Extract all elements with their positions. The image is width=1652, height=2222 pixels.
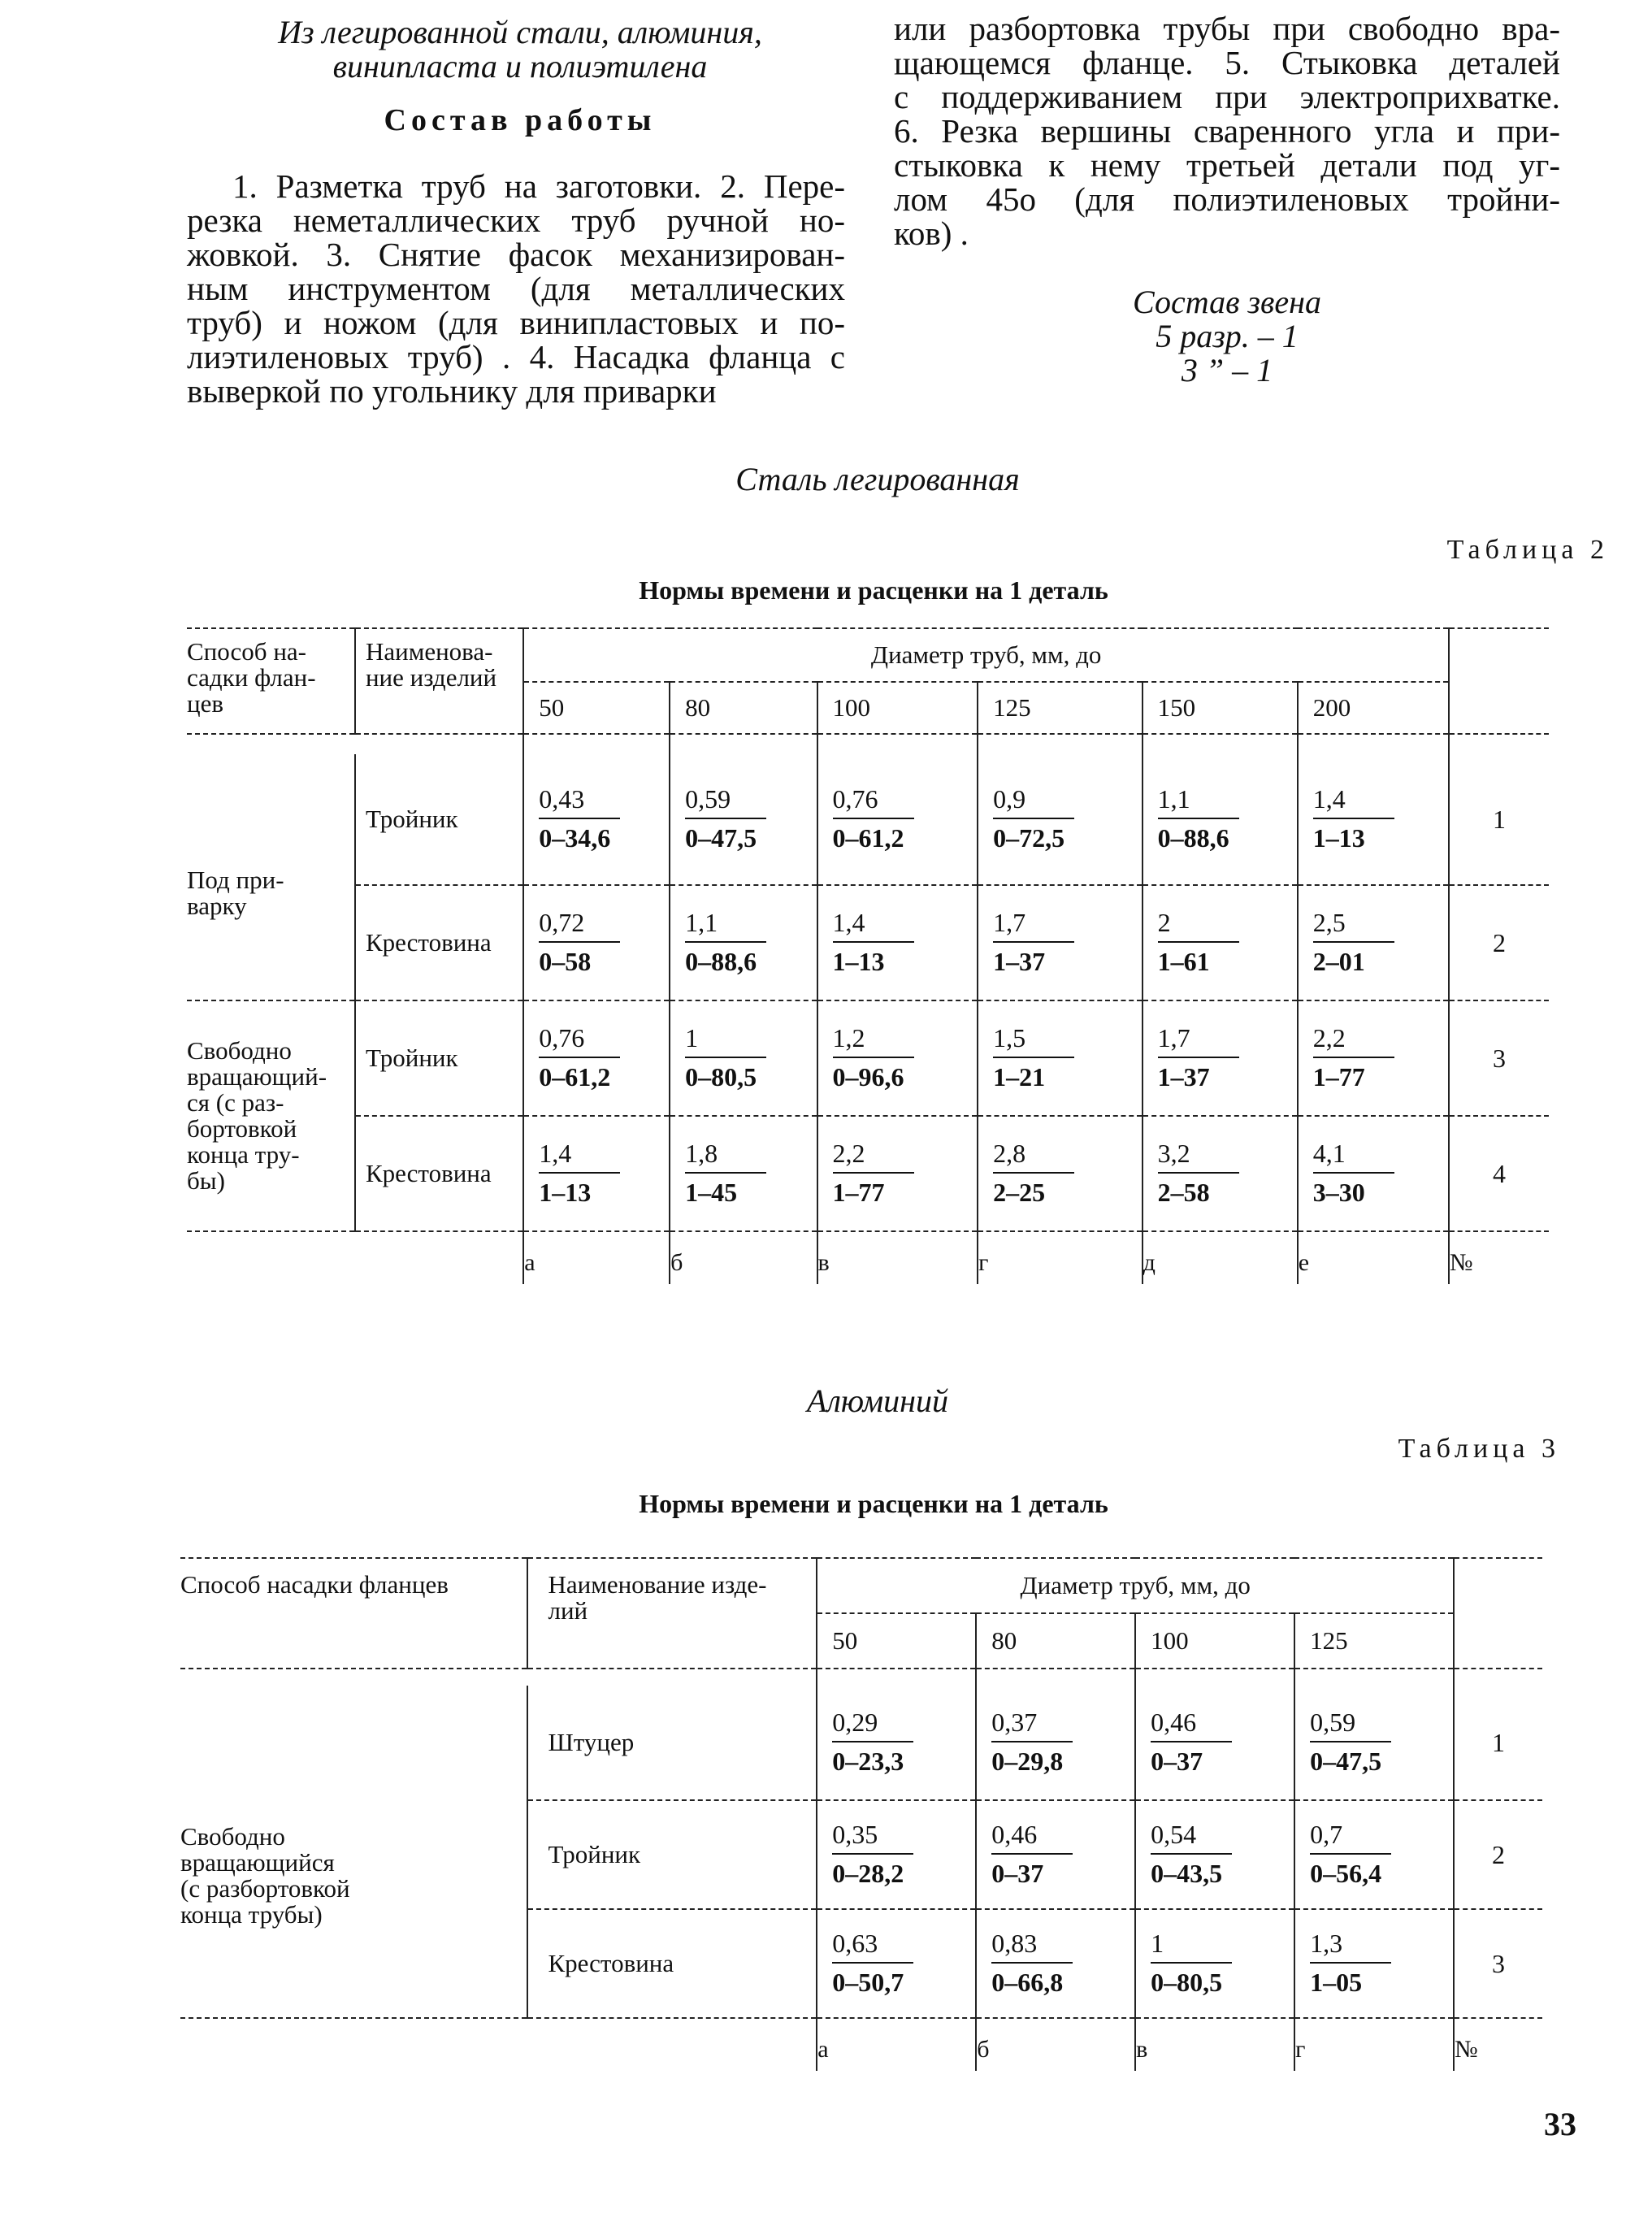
method-label: Под при- варку [187,866,284,920]
price-rate: 1–61 [1157,947,1210,976]
header-item-label: Наименование изде- лий [548,1570,767,1625]
time-norm: 2,5 [1312,908,1346,937]
price-rate: 1–77 [1312,1062,1365,1091]
row-number: 1 [1449,754,1549,885]
norm-cell [817,1116,978,1231]
method-cell [180,1686,527,2018]
spacer-row [187,734,1549,754]
method-cell [187,754,355,1000]
price-rate: 0–58 [539,947,592,976]
time-norm: 3,2 [1157,1139,1190,1168]
paragraph-line: труб) и ножом (для винипластовых и по- [187,304,845,341]
column-letter: а [523,1231,670,1284]
fraction-bar [832,1741,913,1742]
paragraph-line: лом 45о (для полиэтиленовых тройни- [894,180,1560,218]
time-norm: 0,29 [832,1708,878,1737]
time-norm: 1,4 [1312,784,1346,814]
fraction-bar [539,1172,620,1174]
paragraph-line: ным инструментом (для металлических [187,270,845,307]
fraction-bar [991,1741,1073,1742]
norm-fraction [993,1139,1074,1206]
norm-cell [523,1000,670,1116]
row-number: 1 [1454,1686,1542,1800]
spacer-cell [527,1669,817,1686]
price-rate: 0–88,6 [685,947,757,976]
fraction-bar [1310,1853,1391,1855]
norm-fraction [539,1139,620,1206]
crew-line-1: 5 разр. – 1 [1156,318,1299,354]
norm-fraction [1310,1708,1391,1775]
price-rate: 0–66,8 [991,1968,1064,1997]
price-rate: 0–88,6 [1157,823,1229,853]
fraction-bar [1310,1962,1391,1964]
norm-cell [817,1686,976,1800]
header-method-label: Способ на- садки флан- цев [187,637,316,718]
diameter-100: 100 [1135,1613,1294,1669]
column-letter: г [1294,2018,1454,2071]
work-description-left [187,169,845,408]
spacer-row [180,1669,1542,1686]
header-no [1454,1558,1542,1669]
column-letter: е [1298,1231,1449,1284]
table-row [187,1000,1549,1116]
spacer-cell [670,734,817,754]
paragraph-line: стыковка к нему третьей детали под уг- [894,146,1560,184]
time-norm: 1,7 [993,908,1026,937]
fraction-bar [833,818,914,819]
work-heading: Состав работы [384,103,657,137]
diameter-150: 150 [1143,682,1298,734]
fraction-bar [685,941,766,943]
spacer-cell [1298,734,1449,754]
spacer-cell [817,734,978,754]
norm-fraction [993,1024,1074,1091]
fraction-bar [991,1962,1073,1964]
fraction-bar [1151,1962,1232,1964]
diameter-80: 80 [976,1613,1135,1669]
column-letter: а [817,2018,976,2071]
table2 [187,627,1549,1284]
norm-cell [670,885,817,1000]
header-diameter: Диаметр труб, мм, до [817,1558,1454,1613]
fraction-bar [1313,941,1394,943]
crew-line-2: 3 ” – 1 [1181,352,1273,388]
fraction-bar [685,818,766,819]
norm-fraction [539,909,620,975]
work-description-right [894,11,1560,250]
spacer-cell [523,734,670,754]
fraction-bar [1151,1741,1232,1742]
diameter-200: 200 [1298,682,1449,734]
header-method: Способ насадки фланцев [180,1558,527,1669]
row-number: 3 [1449,1000,1549,1116]
fraction-bar [1310,1741,1391,1742]
norm-fraction [1313,785,1394,852]
price-rate: 0–47,5 [685,823,757,853]
fraction-bar [993,818,1074,819]
spacer-cell [978,734,1142,754]
norm-cell [976,1686,1135,1800]
fraction-bar [833,941,914,943]
price-rate: 1–37 [1157,1062,1210,1091]
norm-cell [670,1116,817,1231]
price-rate: 1–77 [832,1178,885,1207]
time-norm: 0,43 [539,784,585,814]
row-number: 2 [1449,885,1549,1000]
price-rate: 1–37 [993,947,1046,976]
norm-cell [523,754,670,885]
norm-cell [523,1116,670,1231]
column-letter: в [1135,2018,1294,2071]
norm-cell [1135,1909,1294,2018]
paragraph-line: или разбортовка трубы при свободно вра- [894,10,1560,47]
norm-fraction [1158,785,1239,852]
norm-cell [976,1800,1135,1909]
norm-cell [817,1000,978,1116]
fraction-bar [685,1172,766,1174]
time-norm: 1,4 [832,908,865,937]
price-rate: 0–56,4 [1310,1859,1382,1888]
price-rate: 0–61,2 [832,823,904,853]
table3-heading: Нормы времени и расценки на 1 деталь [639,1489,1108,1518]
norm-fraction [991,1708,1073,1775]
norm-cell [1135,1686,1294,1800]
norm-cell [1143,1116,1298,1231]
fraction-bar [539,818,620,819]
norm-fraction [539,785,620,852]
paragraph-line: 6. Резка вершины сваренного угла и при- [894,112,1560,150]
norm-fraction [1151,1821,1232,1887]
paragraph-line: резка неметаллических труб ручной но- [187,202,845,239]
item-cell: Крестовина [355,885,523,1000]
time-norm: 1,4 [539,1139,572,1168]
norm-cell [978,1000,1142,1116]
price-rate: 2–01 [1312,947,1365,976]
price-rate: 2–58 [1157,1178,1210,1207]
norm-fraction [1313,1139,1394,1206]
crew-title: Состав звена [1132,284,1321,320]
norm-fraction [685,1139,766,1206]
table-row [187,885,1549,1000]
time-norm: 0,37 [991,1708,1038,1737]
header-item [355,628,523,734]
table2-subtitle: Сталь легированная [735,461,1020,497]
time-norm: 1 [1151,1929,1164,1958]
header-item-label: Наименова- ние изделий [365,637,497,692]
method-label: Свободно вращающий- ся (с раз- бортовкой конца тру- бы) [187,1036,327,1195]
price-rate: 0–29,8 [991,1747,1064,1776]
row-number: 4 [1449,1116,1549,1231]
fraction-bar [1158,1172,1239,1174]
norm-fraction [993,909,1074,975]
price-rate: 1–05 [1310,1968,1363,1997]
norm-cell [523,885,670,1000]
time-norm: 0,9 [993,784,1026,814]
time-norm: 0,59 [685,784,731,814]
norm-cell [978,885,1142,1000]
price-rate: 1–13 [539,1178,592,1207]
time-norm: 0,83 [991,1929,1038,1958]
column-no-label: № [1455,2036,1478,2063]
fraction-bar [1313,1057,1394,1058]
paragraph-line: 1. Разметка труб на заготовки. 2. Пере- [232,167,845,205]
fraction-bar [539,941,620,943]
time-norm: 0,46 [1151,1708,1197,1737]
header-diameter: Диаметр труб, мм, до [523,628,1449,682]
spacer-cell [976,1669,1135,1686]
time-norm: 0,35 [832,1820,878,1849]
column-letter: б [976,2018,1135,2071]
table-row [187,1116,1549,1231]
price-rate: 1–13 [1312,823,1365,853]
page-number: 33 [1544,2106,1576,2142]
fraction-bar [685,1057,766,1058]
spacer-cell [1454,1669,1542,1686]
price-rate: 0–80,5 [685,1062,757,1091]
diameter-50: 50 [817,1613,976,1669]
price-rate: 1–45 [685,1178,738,1207]
time-norm: 0,7 [1310,1820,1343,1849]
price-rate: 0–23,3 [832,1747,904,1776]
norm-fraction [833,909,914,975]
fraction-bar [993,1172,1074,1174]
time-norm: 0,76 [832,784,878,814]
norm-cell [670,754,817,885]
item-cell: Тройник [527,1800,817,1909]
time-norm: 2,2 [1312,1023,1346,1052]
item-cell: Штуцер [527,1686,817,1800]
norm-cell [817,1909,976,2018]
column-no-label: № [1450,1249,1473,1276]
row-number: 2 [1454,1800,1542,1909]
table2-label: Таблица 2 [1446,535,1609,565]
norm-fraction [685,785,766,852]
norm-fraction [1158,1024,1239,1091]
paragraph-line: щающемся фланце. 5. Стыковка деталей [894,44,1560,81]
norm-fraction [685,909,766,975]
norm-cell [817,885,978,1000]
norm-fraction [832,1708,913,1775]
norm-cell [978,754,1142,885]
fraction-bar [833,1057,914,1058]
letters-empty [187,1231,355,1284]
price-rate: 0–80,5 [1151,1968,1223,1997]
norm-cell [1294,1909,1454,2018]
price-rate: 1–13 [832,947,885,976]
row-number: 3 [1454,1909,1542,2018]
letters-empty [527,2018,817,2071]
norm-fraction [832,1929,913,1996]
norm-fraction [1310,1821,1391,1887]
table-row [187,754,1549,885]
table3 [180,1557,1542,2071]
diameter-125: 125 [978,682,1142,734]
norm-fraction [1151,1929,1232,1996]
diameter-50: 50 [523,682,670,734]
column-letter: д [1143,1231,1298,1284]
norm-fraction [1310,1929,1391,1996]
price-rate: 0–47,5 [1310,1747,1382,1776]
paragraph-line: ков) . [894,215,969,252]
column-letter: г [978,1231,1142,1284]
time-norm: 1,2 [832,1023,865,1052]
price-rate: 2–25 [993,1178,1046,1207]
spacer-cell [180,1669,527,1686]
paragraph-line: лиэтиленовых труб) . 4. Насадка фланца с [187,338,845,375]
norm-fraction [1313,1024,1394,1091]
fraction-bar [991,1853,1073,1855]
price-rate: 0–34,6 [539,823,611,853]
norm-fraction [685,1024,766,1091]
norm-fraction [991,1821,1073,1887]
norm-cell [817,1800,976,1909]
norm-cell [670,1000,817,1116]
time-norm: 2,8 [993,1139,1026,1168]
norm-cell [1143,885,1298,1000]
time-norm: 1,8 [685,1139,718,1168]
letters-empty [355,1231,523,1284]
price-rate: 0–37 [991,1859,1044,1888]
item-cell: Крестовина [527,1909,817,2018]
norm-cell [1294,1800,1454,1909]
price-rate: 0–43,5 [1151,1859,1223,1888]
norm-cell [817,754,978,885]
item-cell: Тройник [355,754,523,885]
norm-cell [1135,1800,1294,1909]
norm-fraction [1158,1139,1239,1206]
norm-fraction [991,1929,1073,1996]
spacer-cell [1449,734,1549,754]
diameter-100: 100 [817,682,978,734]
paragraph-line: выверкой по угольнику для приварки [187,372,717,410]
norm-cell [978,1116,1142,1231]
time-norm: 0,59 [1310,1708,1356,1737]
fraction-bar [539,1057,620,1058]
fraction-bar [833,1172,914,1174]
table-header-row [180,1558,1542,1613]
paragraph-line: с поддерживанием при электроприхватке. [894,78,1560,115]
time-norm: 0,63 [832,1929,878,1958]
spacer-cell [355,734,523,754]
fraction-bar [832,1853,913,1855]
fraction-bar [1313,1172,1394,1174]
time-norm: 1,1 [1157,784,1190,814]
column-letters-row [187,1231,1549,1284]
diameter-125: 125 [1294,1613,1454,1669]
price-rate: 0–37 [1151,1747,1203,1776]
header-no [1449,628,1549,734]
fraction-bar [832,1962,913,1964]
spacer-cell [187,734,355,754]
time-norm: 2 [1157,908,1171,937]
price-rate: 0–28,2 [832,1859,904,1888]
fraction-bar [1158,1057,1239,1058]
time-norm: 0,54 [1151,1820,1197,1849]
price-rate: 1–21 [993,1062,1046,1091]
price-rate: 0–61,2 [539,1062,611,1091]
time-norm: 1,5 [993,1023,1026,1052]
norm-cell [1298,885,1449,1000]
paragraph-line: жовкой. 3. Снятие фасок механизирован- [187,236,845,273]
diameter-80: 80 [670,682,817,734]
fraction-bar [993,941,1074,943]
norm-cell [976,1909,1135,2018]
column-letter: б [670,1231,817,1284]
spacer-cell [817,1669,976,1686]
norm-fraction [1151,1708,1232,1775]
price-rate: 0–96,6 [832,1062,904,1091]
section-title-line1: Из легированной стали, алюминия, [278,14,762,50]
norm-cell [1294,1686,1454,1800]
spacer-cell [1135,1669,1294,1686]
header-item [527,1558,817,1669]
price-rate: 0–50,7 [832,1968,904,1997]
table2-heading: Нормы времени и расценки на 1 деталь [639,575,1108,605]
table-row [180,1686,1542,1800]
time-norm: 4,1 [1312,1139,1346,1168]
item-cell: Крестовина [355,1116,523,1231]
time-norm: 0,76 [539,1023,585,1052]
header-method [187,628,355,734]
norm-fraction [1158,909,1239,975]
time-norm: 1,3 [1310,1929,1343,1958]
column-letter: в [817,1231,978,1284]
norm-fraction [539,1024,620,1091]
time-norm: 1,1 [685,908,718,937]
fraction-bar [1313,818,1394,819]
price-rate: 3–30 [1312,1178,1365,1207]
fraction-bar [993,1057,1074,1058]
item-cell: Тройник [355,1000,523,1116]
norm-cell [1298,754,1449,885]
spacer-cell [1294,1669,1454,1686]
time-norm: 0,46 [991,1820,1038,1849]
fraction-bar [1151,1853,1232,1855]
table3-label: Таблица 3 [1398,1434,1560,1464]
method-cell [187,1000,355,1231]
time-norm: 1 [685,1023,699,1052]
norm-fraction [832,1821,913,1887]
norm-cell [1298,1116,1449,1231]
time-norm: 2,2 [832,1139,865,1168]
section-title-line2: винипласта и полиэтилена [332,48,708,85]
norm-cell [1298,1000,1449,1116]
table3-subtitle: Алюминий [807,1382,948,1419]
norm-fraction [833,785,914,852]
fraction-bar [1158,941,1239,943]
norm-cell [1143,754,1298,885]
time-norm: 0,72 [539,908,585,937]
norm-cell [1143,1000,1298,1116]
table-header-row [187,628,1549,682]
spacer-cell [1143,734,1298,754]
price-rate: 0–72,5 [993,823,1065,853]
time-norm: 1,7 [1157,1023,1190,1052]
column-letters-row [180,2018,1542,2071]
fraction-bar [1158,818,1239,819]
norm-fraction [993,785,1074,852]
letters-empty [180,2018,527,2071]
norm-fraction [833,1024,914,1091]
norm-fraction [1313,909,1394,975]
norm-fraction [833,1139,914,1206]
method-label: Свободно вращающийся (с разбортовкой конца трубы) [180,1822,350,1929]
